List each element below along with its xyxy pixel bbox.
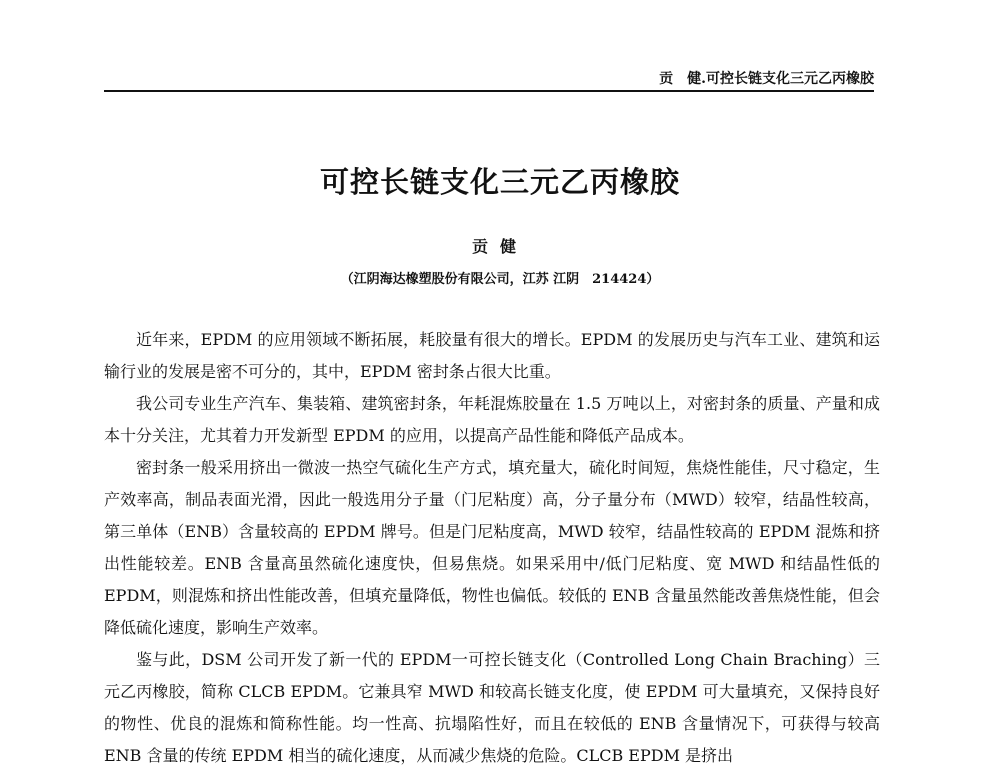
body-paragraph-3: 密封条一般采用挤出一微波一热空气硫化生产方式，填充量大，硫化时间短，焦烧性能佳，尺寸稳定，生产效率高，制品表面光滑，因此一般选用分子量（门尼粘度）高，分子量分布（MWD）较窄，结晶性较高，第三单体（ENB）含量较高的 EPDM 牌号。但是门尼粘度高，MWD 较窄，结晶性较高的 EPDM 混炼和挤出性能较差。ENB 含量高虽然硫化速度快，但易焦烧。如果采用中/低门尼粘度、宽 MWD 和结晶性低的 EPDM，则混炼和挤出性能改善，但填充量降低，物性也偏低。较低的 ENB 含量虽然能改善焦烧性能，但会降低硫化速度，影响生产效率。 [104,458,880,637]
article-affiliation: （江阴海达橡塑股份有限公司，江苏 江阴 214424） [340,272,660,287]
running-header [104,64,874,92]
body-paragraph-2: 我公司专业生产汽车、集装箱、建筑密封条，年耗混炼胶量在 1.5 万吨以上，对密封条的质量、产量和成本十分关注，尤其着力开发新型 EPDM 的应用，以提高产品性能和降低产品成本。 [104,394,880,445]
body-paragraph-4: 鉴与此，DSM 公司开发了新一代的 EPDM一可控长链支化（Controlled Long Chain Braching）三元乙丙橡胶，简称 CLCB EPDM。它兼具窄 MWD 和较高长链支化度，使 EPDM 可大量填充，又保持良好的物性、优良的混炼和简称性能。均一性高、抗塌陷性好，而且在较低的 ENB 含量情况下，可获得与较高 ENB 含量的传统 EPDM 相当的硫化速度，从而减少焦烧的危险。CLCB EPDM 是挤出 [104,650,880,765]
body-paragraph-1: 近年来，EPDM 的应用领域不断拓展，耗胶量有很大的增长。EPDM 的发展历史与汽车工业、建筑和运输行业的发展是密不可分的，其中，EPDM 密封条占很大比重。 [104,330,880,381]
article-title: 可控长链支化三元乙丙橡胶 [319,165,680,199]
running-header-title: 贡 健.可控长链支化三元乙丙橡胶 [659,71,874,87]
article-body [104,324,880,772]
article-author: 贡健 [471,237,528,256]
